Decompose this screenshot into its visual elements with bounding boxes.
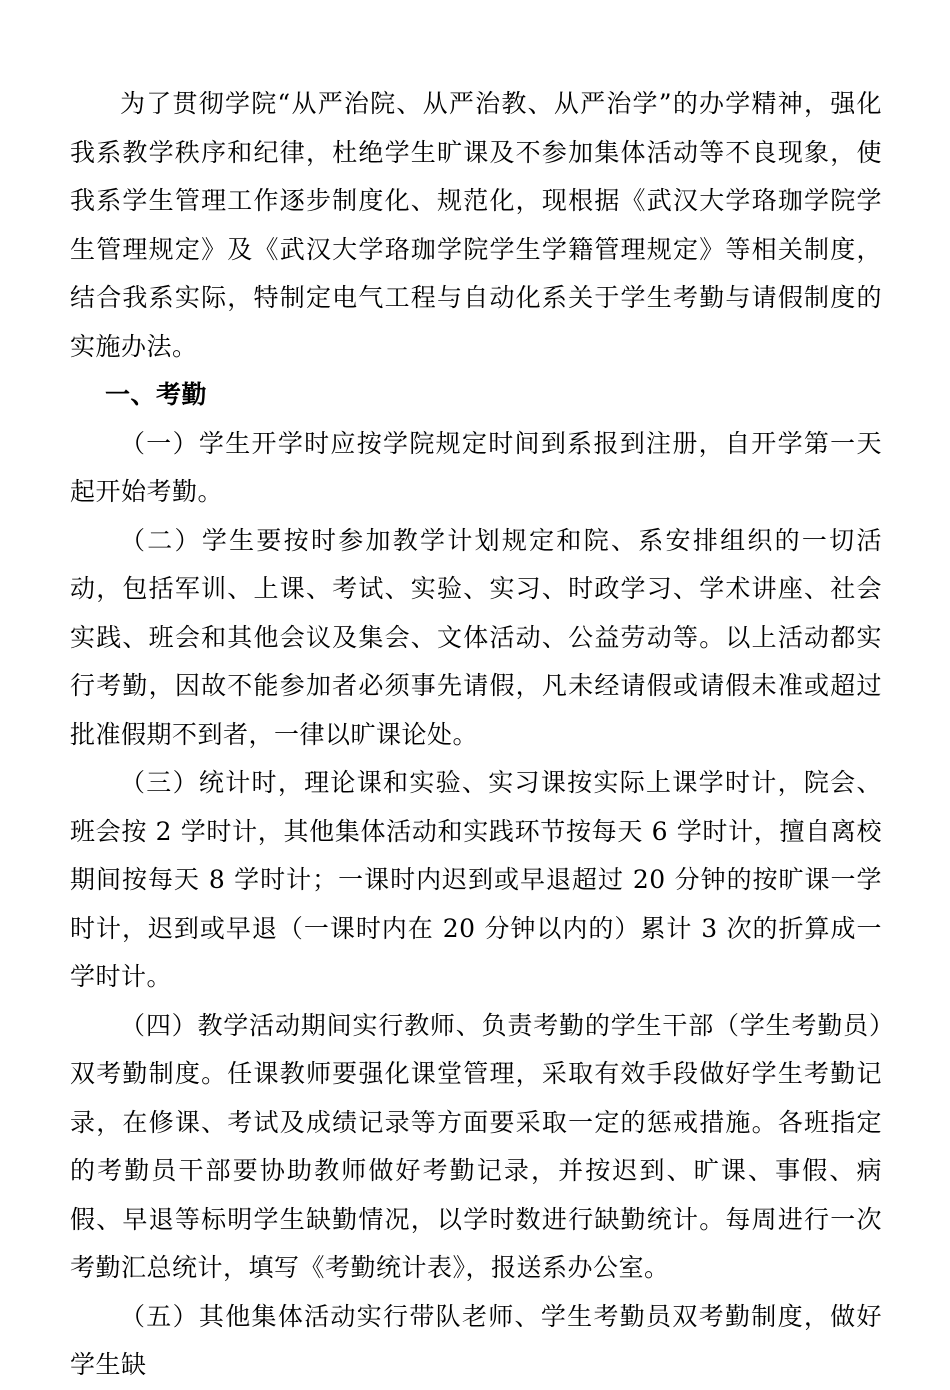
attendance-item-3: （三）统计时，理论课和实验、实习课按实际上课学时计，院会、班会按 2 学时计，其他集体活动和实践环节按每天 6 学时计，擅自离校期间按每天 8 学时计；一课时内迟到或早退超过 20 分钟的按旷课一学时计，迟到或早退（一课时内在 20 分钟以内的）累计 3 次的折算成一学时计。 — [70, 768, 882, 991]
attendance-item-4: （四）教学活动期间实行教师、负责考勤的学生干部（学生考勤员）双考勤制度。任课教师要强化课堂管理，采取有效手段做好学生考勤记录，在修课、考试及成绩记录等方面要采取一定的惩戒措施。各班指定的考勤员干部要协助教师做好考勤记录，并按迟到、旷课、事假、病假、早退等标明学生缺勤情况，以学时数进行缺勤统计。每周进行一次考勤汇总统计，填写《考勤统计表》，报送系办公室。 — [70, 1010, 882, 1282]
attendance-item-1: （一）学生开学时应按学院规定时间到系报到注册，自开学第一天起开始考勤。 — [70, 428, 882, 506]
attendance-item-5: （五）其他集体活动实行带队老师、学生考勤员双考勤制度，做好学生缺 — [70, 1301, 882, 1379]
section-heading-attendance: 一、考勤 — [105, 380, 208, 409]
document-body — [70, 80, 882, 1390]
intro-paragraph: 为了贯彻学院“从严治院、从严治教、从严治学”的办学精神，强化我系教学秩序和纪律，杜绝学生旷课及不参加集体活动等不良现象，使我系学生管理工作逐步制度化、规范化，现根据《武汉大学珞珈学院学生管理规定》及《武汉大学珞珈学院学生学籍管理规定》等相关制度，结合我系实际，特制定电气工程与自动化系关于学生考勤与请假制度的实施办法。 — [70, 89, 882, 361]
attendance-item-2: （二）学生要按时参加教学计划规定和院、系安排组织的一切活动，包括军训、上课、考试、实验、实习、时政学习、学术讲座、社会实践、班会和其他会议及集会、文体活动、公益劳动等。以上活动都实行考勤，因故不能参加者必须事先请假，凡未经请假或请假未准或超过批准假期不到者，一律以旷课论处。 — [70, 525, 882, 749]
